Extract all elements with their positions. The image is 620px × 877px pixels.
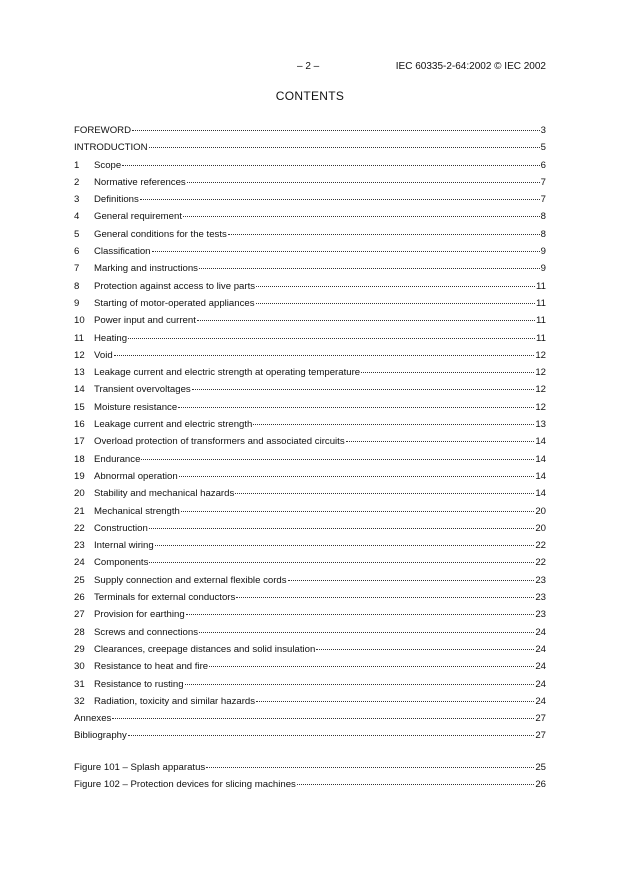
toc-entry-number: 22 — [74, 522, 85, 534]
toc-entry-page: 14 — [535, 488, 546, 500]
toc-entry[interactable] — [74, 433, 546, 450]
toc-entry-label: Heating — [94, 332, 128, 344]
toc-entry-page: 3 — [540, 125, 546, 136]
toc-entry-leader — [206, 766, 534, 768]
toc-entry-leader — [253, 423, 534, 425]
toc-entry-leader — [140, 198, 540, 200]
toc-entry[interactable] — [74, 554, 546, 571]
toc-entry-number: 14 — [74, 384, 85, 396]
toc-entry-label: Figure 102 – Protection devices for slicing machines — [74, 778, 296, 790]
toc-entry[interactable] — [74, 589, 546, 606]
toc-entry-label: General requirement — [94, 211, 182, 223]
toc-entry-number: 9 — [74, 297, 80, 309]
toc-entry-page: 24 — [535, 661, 546, 673]
contents-title: CONTENTS — [275, 89, 345, 103]
toc-entry[interactable] — [74, 537, 546, 554]
toc-entry-page: 27 — [535, 730, 546, 742]
toc-entry-label: Leakage current and electric strength at operating temperature — [94, 367, 361, 379]
toc-entry[interactable] — [74, 157, 546, 174]
toc-entry-label: Internal wiring — [94, 540, 154, 552]
toc-entry-label: Bibliography — [74, 730, 127, 742]
toc-entry-number: 8 — [74, 280, 80, 292]
toc-entry-page: 20 — [535, 522, 546, 534]
toc-entry-page: 13 — [535, 419, 546, 431]
toc-entry-page: 11 — [536, 315, 546, 327]
toc-entry-page: 7 — [540, 176, 546, 188]
toc-entry[interactable] — [74, 606, 546, 623]
toc-entry-label: General conditions for the tests — [94, 228, 227, 240]
toc-entry-page: 11 — [536, 280, 546, 292]
toc-entry-label: Resistance to heat and fire — [94, 661, 209, 673]
toc-entry-page: 12 — [535, 367, 546, 379]
toc-entry[interactable] — [74, 676, 546, 693]
toc-entry-number: 17 — [74, 436, 85, 448]
toc-entry-label: Protection against access to live parts — [94, 280, 256, 292]
toc-entry-page: 5 — [540, 142, 546, 154]
toc-separator — [74, 745, 546, 759]
toc-entry-number: 11 — [74, 332, 84, 344]
toc-entry-label: Normative references — [94, 176, 186, 188]
toc-entry-leader — [256, 302, 536, 304]
toc-entry-page: 7 — [540, 194, 546, 206]
toc-entry-label: Components — [94, 557, 149, 569]
toc-entry-label: Provision for earthing — [94, 609, 185, 621]
toc-entry-page: 24 — [535, 643, 546, 655]
toc-entry-number: 5 — [74, 228, 80, 240]
toc-entry-leader — [236, 596, 534, 598]
toc-entry-number: 19 — [74, 470, 85, 482]
toc-entry-label: Screws and connections — [94, 626, 198, 638]
toc-entry-leader — [288, 579, 535, 581]
toc-entry-number: 6 — [74, 246, 80, 258]
toc-entry-label: Scope — [94, 159, 122, 171]
toc-entry[interactable] — [74, 399, 546, 416]
toc-figures-list — [74, 759, 546, 794]
toc-entry-label: Marking and instructions — [94, 263, 198, 275]
toc-entry-leader — [132, 129, 540, 131]
toc-entry-label: Void — [94, 349, 113, 361]
toc-entry-leader — [297, 783, 534, 785]
toc-entry[interactable] — [74, 572, 546, 589]
toc-entry[interactable] — [74, 295, 546, 312]
toc-entry-page: 14 — [535, 470, 546, 482]
toc-entry-page: 27 — [535, 713, 546, 725]
toc-entry-page: 14 — [535, 436, 546, 448]
toc-entry-page: 8 — [540, 211, 546, 223]
toc-entry-number: 13 — [74, 367, 85, 379]
toc-entry[interactable] — [74, 122, 546, 139]
toc-entry[interactable] — [74, 416, 546, 433]
toc-entry[interactable] — [74, 312, 546, 329]
toc-entry-page: 22 — [535, 557, 546, 569]
toc-entry-page: 22 — [535, 540, 546, 552]
page-header — [0, 61, 620, 75]
toc-entry-page: 11 — [536, 332, 546, 344]
toc-entry-page: 24 — [535, 626, 546, 638]
toc-entry[interactable] — [74, 451, 546, 468]
toc-entry-number: 10 — [74, 315, 85, 327]
toc-entry-label: Power input and current — [94, 315, 196, 327]
toc-entry-label: INTRODUCTION — [74, 142, 148, 154]
toc-entry[interactable] — [74, 330, 546, 347]
toc-entry-page: 23 — [535, 592, 546, 604]
toc-entry-label: Transient overvoltages — [94, 384, 191, 396]
standard-identifier: IEC 60335-2-64:2002 © IEC 2002 — [395, 61, 546, 72]
toc-entry-label: FOREWORD — [74, 125, 132, 136]
toc-entry-leader — [181, 510, 534, 512]
toc-entry-label: Classification — [94, 246, 151, 258]
toc-entry-label: Stability and mechanical hazards — [94, 488, 235, 500]
toc-entry-label: Terminals for external conductors — [94, 592, 236, 604]
toc-entry-leader — [149, 146, 540, 148]
toc-entry-number: 16 — [74, 419, 85, 431]
toc-entry-number: 12 — [74, 349, 85, 361]
toc-entry-label: Construction — [94, 522, 148, 534]
toc-entry-page: 14 — [535, 453, 546, 465]
toc-entry-leader — [183, 215, 540, 217]
toc-entry-leader — [114, 354, 535, 356]
toc-entry-leader — [149, 527, 534, 529]
toc-entry-label: Figure 101 – Splash apparatus — [74, 761, 206, 773]
toc-entry[interactable] — [74, 226, 546, 243]
toc-entry-leader — [199, 631, 534, 633]
toc-entry[interactable] — [74, 191, 546, 208]
toc-entry-number: 30 — [74, 661, 85, 673]
toc-entry-leader — [209, 665, 534, 667]
toc-entry-leader — [187, 181, 540, 183]
toc-main-list — [74, 122, 546, 745]
toc-entry-page: 23 — [535, 574, 546, 586]
toc-entry-leader — [228, 233, 540, 235]
toc-entry-label: Radiation, toxicity and similar hazards — [94, 695, 256, 707]
toc-entry-page: 20 — [535, 505, 546, 517]
toc-entry-label: Supply connection and external flexible cords — [94, 574, 287, 586]
toc-entry-page: 12 — [535, 384, 546, 396]
toc-entry[interactable] — [74, 174, 546, 191]
toc-entry-leader — [197, 319, 535, 321]
toc-entry-page: 8 — [540, 228, 546, 240]
toc-entry-leader — [192, 388, 535, 390]
toc-entry[interactable] — [74, 624, 546, 641]
toc-entry-page: 25 — [535, 761, 546, 773]
toc-entry-label: Mechanical strength — [94, 505, 180, 517]
toc-entry-number: 29 — [74, 643, 85, 655]
toc-entry-leader — [199, 267, 540, 269]
toc-entry-leader — [155, 544, 535, 546]
toc-entry-label: Overload protection of transformers and associated circuits — [94, 436, 345, 448]
toc-entry-leader — [128, 337, 535, 339]
toc-entry[interactable] — [74, 693, 546, 710]
toc-entry-leader — [185, 683, 535, 685]
toc-entry[interactable] — [74, 139, 546, 156]
toc-entry-leader — [141, 458, 534, 460]
toc-entry-number: 31 — [74, 678, 85, 690]
toc-entry-page: 6 — [540, 159, 546, 171]
toc-entry-page: 12 — [535, 401, 546, 413]
toc-entry-number: 32 — [74, 695, 85, 707]
toc-entry-number: 27 — [74, 609, 85, 621]
toc-entry-number: 26 — [74, 592, 85, 604]
toc-entry[interactable] — [74, 485, 546, 502]
toc-entry-number: 20 — [74, 488, 85, 500]
toc-entry-page: 11 — [536, 297, 546, 309]
toc-entry[interactable] — [74, 364, 546, 381]
toc-entry-label: Starting of motor-operated appliances — [94, 297, 255, 309]
toc-entry[interactable] — [74, 641, 546, 658]
toc-entry[interactable] — [74, 468, 546, 485]
toc-entry-leader — [256, 285, 535, 287]
toc-entry-leader — [112, 717, 534, 719]
toc-entry-label: Moisture resistance — [94, 401, 178, 413]
toc-entry-leader — [235, 492, 534, 494]
page-number: – 2 – — [297, 61, 320, 72]
toc-entry-label: Annexes — [74, 713, 112, 725]
toc-entry[interactable] — [74, 208, 546, 225]
toc-entry-label: Resistance to rusting — [94, 678, 184, 690]
toc-entry-leader — [346, 440, 535, 442]
toc-entry-page: 24 — [535, 678, 546, 690]
table-of-contents — [74, 122, 546, 793]
toc-entry-leader — [152, 250, 540, 252]
toc-entry[interactable] — [74, 759, 546, 776]
toc-entry[interactable] — [74, 776, 546, 793]
toc-entry-label: Clearances, creepage distances and solid insulation — [94, 643, 316, 655]
toc-entry[interactable] — [74, 520, 546, 537]
toc-entry-page: 23 — [535, 609, 546, 621]
toc-entry[interactable] — [74, 243, 546, 260]
toc-entry-page: 26 — [535, 778, 546, 790]
toc-entry-number: 1 — [74, 159, 80, 171]
toc-entry-number: 21 — [74, 505, 85, 517]
toc-entry-number: 25 — [74, 574, 85, 586]
toc-entry-label: Definitions — [94, 194, 139, 206]
toc-entry-leader — [186, 613, 535, 615]
toc-entry-page: 9 — [540, 263, 546, 275]
toc-entry-number: 3 — [74, 194, 80, 206]
toc-entry-number: 15 — [74, 401, 85, 413]
toc-entry[interactable] — [74, 381, 546, 398]
toc-entry-number: 23 — [74, 540, 85, 552]
toc-entry-leader — [128, 734, 535, 736]
toc-entry[interactable] — [74, 658, 546, 675]
toc-entry-label: Abnormal operation — [94, 470, 178, 482]
toc-entry-page: 24 — [535, 695, 546, 707]
toc-entry-leader — [256, 700, 534, 702]
toc-entry-number: 7 — [74, 263, 80, 275]
toc-entry-number: 2 — [74, 176, 80, 188]
toc-entry-number: 24 — [74, 557, 85, 569]
toc-entry-number: 28 — [74, 626, 85, 638]
toc-entry[interactable] — [74, 278, 546, 295]
toc-entry[interactable] — [74, 727, 546, 744]
toc-entry-leader — [178, 406, 534, 408]
toc-entry-leader — [149, 561, 534, 563]
toc-entry-leader — [361, 371, 534, 373]
toc-entry-number: 18 — [74, 453, 85, 465]
toc-entry[interactable] — [74, 347, 546, 364]
toc-entry-leader — [122, 164, 539, 166]
toc-entry-number: 4 — [74, 211, 80, 223]
toc-entry-label: Leakage current and electric strength — [94, 419, 253, 431]
toc-entry[interactable] — [74, 503, 546, 520]
toc-entry[interactable] — [74, 710, 546, 727]
toc-entry-page: 12 — [535, 349, 546, 361]
toc-entry[interactable] — [74, 260, 546, 277]
toc-entry-label: Endurance — [94, 453, 141, 465]
toc-entry-leader — [179, 475, 535, 477]
toc-entry-leader — [316, 648, 534, 650]
toc-entry-page: 9 — [540, 246, 546, 258]
